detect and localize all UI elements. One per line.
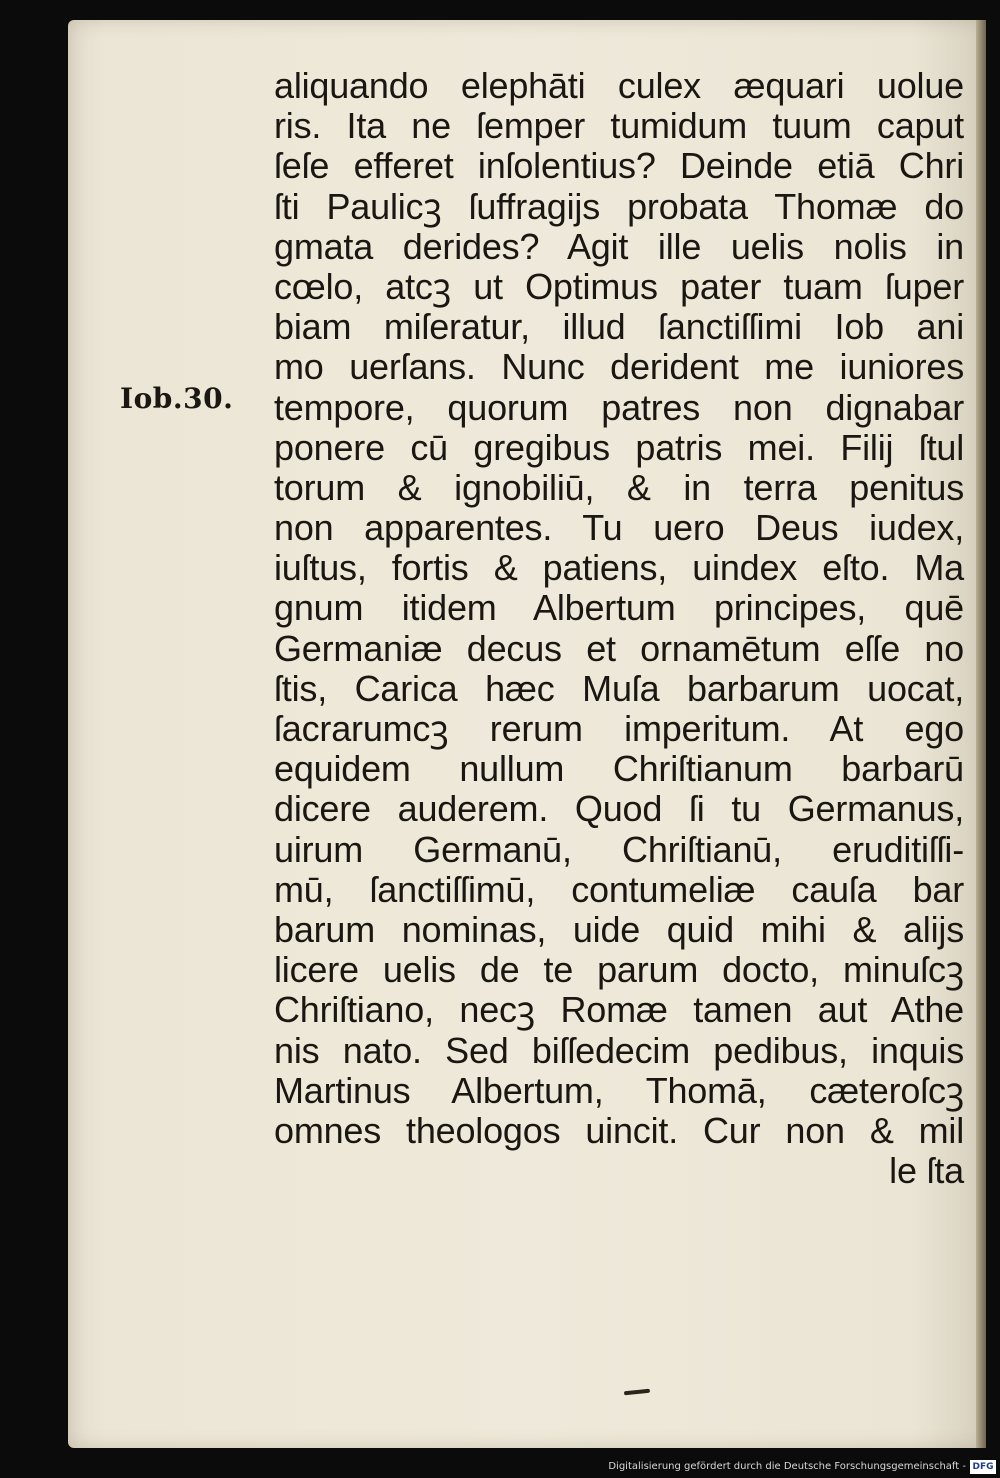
digitization-credit: Digitalisierung gefördert durch die Deutsche Forschungsgemeinschaft - [608, 1461, 966, 1472]
text-line: Martinus Albertum, Thomā, cæteroſcꝫ [274, 1069, 964, 1111]
text-line: Germaniæ decus et ornamētum eſſe no [274, 627, 964, 669]
catchword: le ſta [889, 1150, 964, 1192]
text-line: ſti Paulicꝫ ſuffragijs probata Thomæ do [274, 185, 964, 227]
text-line: ris. Ita ne ſemper tumidum tuum caput [274, 105, 964, 147]
body-text [274, 66, 964, 1191]
page-edge [976, 20, 986, 1448]
dfg-logo: DFG [970, 1460, 996, 1474]
text-line: cœlo, atcꝫ ut Optimus pater tuam ſuper [274, 265, 964, 307]
text-line: ſtis, Carica hæc Muſa barbarum uocat, [274, 667, 964, 709]
text-line: licere uelis de te parum docto, minuſcꝫ [274, 949, 964, 991]
text-line: dicere auderem. Quod ſi tu Germanus, [274, 788, 964, 830]
ink-smudge [624, 1389, 650, 1396]
text-line: mo uerſans. Nunc derident me iuniores [274, 346, 964, 388]
book-page [68, 20, 986, 1448]
text-line: Chriſtiano, necꝫ Romæ tamen aut Athe [274, 989, 964, 1031]
text-line: biam miſeratur, illud ſanctiſſimi Iob ani [274, 306, 964, 348]
text-line: uirum Germanū, Chriſtianū, eruditiſſi- [274, 828, 964, 870]
text-line: barum nominas, uide quid mihi & alijs [274, 908, 964, 950]
text-line: torum & ignobiliū, & in terra penitus [274, 466, 964, 508]
text-line: ſeſe efferet inſolentius? Deinde etiā Chri [274, 145, 964, 187]
text-line: aliquando elephāti culex æquari uolue [274, 65, 964, 106]
text-line: tempore, quorum patres non dignabar [274, 386, 964, 428]
text-line: iuſtus, fortis & patiens, uindex eſto. Ma [274, 547, 964, 589]
text-line: omnes theologos uincit. Cur non & mil [274, 1109, 964, 1151]
text-line: gnum itidem Albertum principes, quē [274, 587, 964, 629]
text-line: mū, ſanctiſſimū, contumeliæ cauſa bar [274, 868, 964, 910]
text-line: equidem nullum Chriſtianum barbarū [274, 748, 964, 790]
text-line: gmata derides? Agit ille uelis nolis in [274, 225, 964, 267]
marginal-note: Iob.30. [120, 382, 234, 415]
text-line: nis nato. Sed biſſedecim pedibus, inquis [274, 1029, 964, 1071]
text-line: ponere cū gregibus patris mei. Filij ſtul [274, 426, 964, 468]
text-line: ſacrarumcꝫ rerum imperitum. At ego [274, 708, 964, 749]
text-line: non apparentes. Tu uero Deus iudex, [274, 507, 964, 549]
